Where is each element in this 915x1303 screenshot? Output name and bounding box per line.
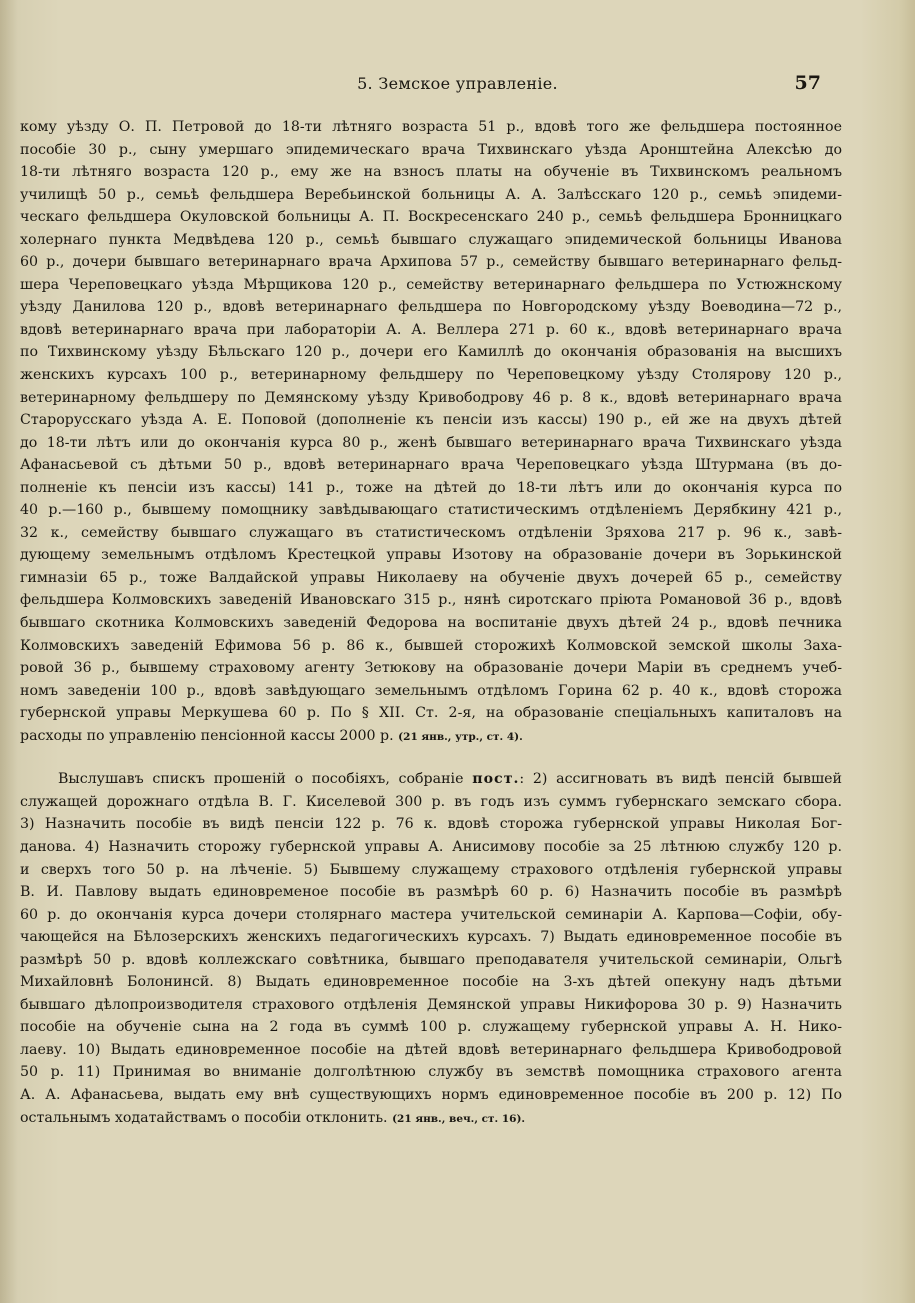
text-line: 32 к., семейству бывшаго служащаго въ статистическомъ отдѣленіи Зряхова 217 р. 96 к., завѣ-	[20, 524, 842, 541]
text-line: Колмовскихъ заведеній Ефимова 56 р. 86 к., бывшей сторожихѣ Колмовской земской школы Заха-	[20, 637, 842, 654]
paragraph-gap	[20, 747, 842, 768]
text-line: женскихъ курсахъ 100 р., ветеринарному фельдшеру по Череповецкому уѣзду Столярову 120 р.,	[20, 367, 842, 384]
text-line-last	[20, 725, 842, 748]
text-line: Старорусскаго уѣзда А. Е. Поповой (дополненіе къ пенсіи изъ кассы) 190 р., ей же на двухъ дѣтей	[20, 412, 842, 429]
text-line: бывшаго дѣлопроизводителя страхового отдѣленія Демянской управы Никифорова 30 р. 9) Назначить	[20, 996, 842, 1013]
text-line: 60 р. до окончанія курса дочери столярнаго мастера учительской семинаріи А. Карпова—Софіи, обу-	[20, 906, 842, 923]
resolution-abbreviation: пост.	[472, 771, 520, 788]
page-number: 57	[794, 72, 821, 94]
session-citation: (21 янв., веч., ст. 16).	[392, 1112, 526, 1125]
text-line-last	[20, 1107, 842, 1130]
text-line: чающейся на Бѣлозерскихъ женскихъ педагогическихъ курсахъ. 7) Выдать единовременное пособіе въ	[20, 929, 842, 946]
text-line: служащей дорожнаго отдѣла В. Г. Киселевой 300 р. въ годъ изъ суммъ губернскаго земскаго сбора.	[20, 793, 842, 810]
text-line: размѣрѣ 50 р. вдовѣ коллежскаго совѣтника, бывшаго преподавателя учительской семинаріи, Ольгѣ	[20, 951, 842, 968]
text-segment: : 2) ассигновать въ видѣ пенсій бывшей	[519, 771, 842, 788]
text-segment: остальнымъ ходатайствамъ о пособіи отклонить.	[20, 1109, 388, 1126]
text-line: номъ заведеніи 100 р., вдовѣ завѣдующаго земельнымъ отдѣломъ Горина 62 р. 40 к., вдовѣ сторожа	[20, 682, 842, 699]
session-citation: (21 янв., утр., ст. 4).	[398, 730, 523, 743]
text-line: полненіе къ пенсіи изъ кассы) 141 р., тоже на дѣтей до 18-ти лѣтъ или до окончанія курса по	[20, 479, 842, 496]
text-segment: Выслушавъ спискъ прошеній о пособіяхъ, собраніе	[58, 771, 464, 788]
text-line: 60 р., дочери бывшаго ветеринарнаго врача Архипова 57 р., семейству бывшаго ветеринарнаго фельд-	[20, 254, 842, 271]
text-line: А. А. Афанасьева, выдать ему внѣ существующихъ нормъ единовременное пособіе въ 200 р. 12) По	[20, 1086, 842, 1103]
text-segment: расходы по управленію пенсіонной кассы 2000 р.	[20, 727, 394, 744]
paragraph-1	[20, 116, 842, 747]
text-line: кому уѣзду О. П. Петровой до 18-ти лѣтняго возраста 51 р., вдовѣ того же фельдшера постоянное	[20, 119, 842, 135]
text-line: ровой 36 р., бывшему страховому агенту Зетюкову на образованіе дочери Маріи въ среднемъ учеб-	[20, 660, 842, 677]
text-line: до 18-ти лѣтъ или до окончанія курса 80 р., женѣ бывшаго ветеринарнаго врача Тихвинскаго уѣзда	[20, 434, 842, 451]
text-line: шера Череповецкаго уѣзда Мѣрщикова 120 р., семейству ветеринарнаго фельдшера по Устюжнскому	[20, 276, 842, 293]
text-line: училищѣ 50 р., семьѣ фельдшера Веребьинской больницы А. А. Залѣсскаго 120 р., семьѣ эпидеми-	[20, 186, 842, 203]
text-line: ческаго фельдшера Окуловской больницы А. П. Воскресенскаго 240 р., семьѣ фельдшера Бронницкаго	[20, 209, 842, 226]
text-line: по Тихвинскому уѣзду Бѣльскаго 120 р., дочери его Камиллѣ до окончанія образованія на высшихъ	[20, 344, 842, 361]
text-line: В. И. Павлову выдать единовременое пособіе въ размѣрѣ 60 р. 6) Назначить пособіе въ размѣрѣ	[20, 884, 842, 901]
text-line: холернаго пункта Медвѣдева 120 р., семьѣ бывшаго служащаго эпидемической больницы Иванова	[20, 231, 842, 248]
text-line: Михайловнѣ Болонинсй. 8) Выдать единовременное пособіе на 3-хъ дѣтей опекуну надъ дѣтьми	[20, 974, 842, 991]
page-header	[0, 70, 915, 100]
text-line: дующему земельнымъ отдѣломъ Крестецкой управы Изотову на образованіе дочери въ Зорькинской	[20, 547, 842, 564]
text-line: пособіе на обученіе сына на 2 года въ суммѣ 100 р. служащему губернской управы А. Н. Нико-	[20, 1019, 842, 1036]
text-line: губернской управы Меркушева 60 р. По § XII. Ст. 2-я, на образованіе спеціальныхъ капиталовъ на	[20, 705, 842, 722]
text-line	[20, 768, 842, 791]
text-line: 40 р.—160 р., бывшему помощнику завѣдывающаго статистическимъ отдѣленіемъ Дерябкину 421 р.,	[20, 502, 842, 519]
text-line: лаеву. 10) Выдать единовременное пособіе на дѣтей вдовѣ ветеринарнаго фельдшера Кривободровой	[20, 1041, 842, 1058]
text-line: 3) Назначить пособіе въ видѣ пенсіи 122 р. 76 к. вдовѣ сторожа губернской управы Николая Бог-	[20, 816, 842, 833]
text-line: ветеринарному фельдшеру по Демянскому уѣзду Кривободрову 46 р. 8 к., вдовѣ ветеринарнаго врача	[20, 389, 842, 406]
running-title: 5. Земское управленіе.	[357, 74, 558, 93]
text-line: Афанасьевой съ дѣтьми 50 р., вдовѣ ветеринарнаго врача Череповецкаго уѣзда Штурмана (въ до-	[20, 457, 842, 474]
text-line: 50 р. 11) Принимая во вниманіе долголѣтнюю службу въ земствѣ помощника страхового агента	[20, 1064, 842, 1081]
text-line: гимназіи 65 р., тоже Валдайской управы Николаеву на обученіе двухъ дочерей 65 р., семейству	[20, 569, 842, 586]
text-line: данова. 4) Назначить сторожу губернской управы А. Анисимову пособіе за 25 лѣтнюю службу 120 р.	[20, 838, 842, 855]
text-line: 18-ти лѣтняго возраста 120 р., ему же на взносъ платы на обученіе въ Тихвинскомъ реальномъ	[20, 164, 842, 181]
text-line: уѣзду Данилова 120 р., вдовѣ ветеринарнаго фельдшера по Новгородскому уѣзду Воеводина—72 р.,	[20, 299, 842, 316]
text-line: пособіе 30 р., сыну умершаго эпидемическаго врача Тихвинскаго уѣзда Аронштейна Алексѣю до	[20, 141, 842, 158]
paragraph-2	[20, 768, 842, 1129]
body-text	[20, 116, 842, 1129]
text-line: вдовѣ ветеринарнаго врача при лабораторіи А. А. Веллера 271 р. 60 к., вдовѣ ветеринарнаго врача	[20, 321, 842, 338]
text-line: и сверхъ того 50 р. на лѣченіе. 5) Бывшему служащему страхового отдѣленія губернской управы	[20, 861, 842, 878]
text-line: фельдшера Колмовскихъ заведеній Ивановскаго 315 р., нянѣ сиротскаго пріюта Романовой 36 р., вдовѣ	[20, 592, 842, 609]
text-line: бывшаго скотника Колмовскихъ заведеній Федорова на воспитаніе двухъ дѣтей 24 р., вдовѣ печника	[20, 615, 842, 632]
